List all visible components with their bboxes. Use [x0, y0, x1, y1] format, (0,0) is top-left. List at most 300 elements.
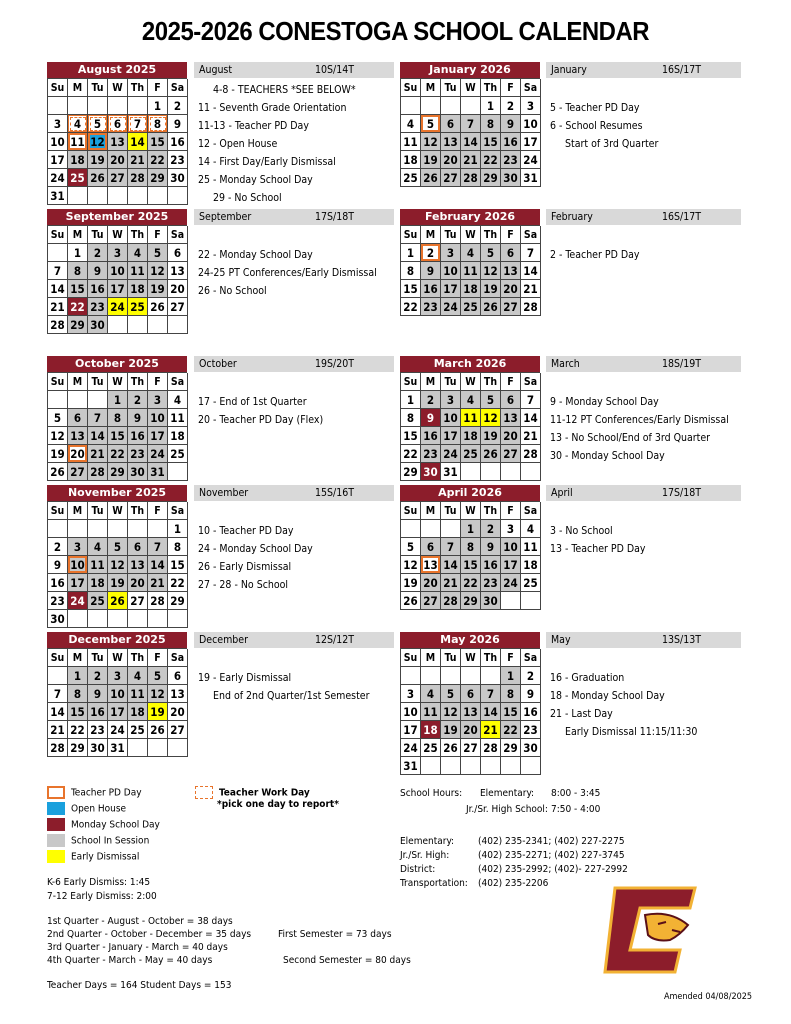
day-cell: 29: [501, 739, 521, 757]
day-cell: 10: [68, 556, 88, 574]
day-cell: 28: [441, 592, 461, 610]
dow-label: F: [501, 502, 521, 520]
day-cell: 16: [521, 703, 541, 721]
day-cell: 18: [461, 280, 481, 298]
dow-label: Th: [128, 79, 148, 97]
day-cell: 6: [461, 685, 481, 703]
day-cell: 21: [48, 721, 68, 739]
dow-label: Sa: [168, 373, 188, 391]
day-cell: [148, 187, 168, 205]
dow-label: Sa: [168, 79, 188, 97]
day-cell: 19: [481, 427, 501, 445]
day-cell: 28: [48, 739, 68, 757]
month-header: April 2026: [400, 485, 540, 501]
dow-label: F: [148, 502, 168, 520]
month-grid: [47, 372, 187, 481]
day-cell: 13: [501, 262, 521, 280]
day-cell: [481, 757, 501, 775]
day-cell: 20: [128, 574, 148, 592]
day-cell: 17: [108, 703, 128, 721]
day-cell: 11: [421, 703, 441, 721]
events-month-label: March: [551, 358, 580, 370]
day-cell: 24: [148, 445, 168, 463]
day-cell: 3: [441, 391, 461, 409]
day-cell: [521, 757, 541, 775]
day-cell: [168, 316, 188, 334]
day-cell: 14: [148, 556, 168, 574]
day-cell: 2: [481, 520, 501, 538]
hours-elem-label: Elementary:: [480, 788, 535, 799]
day-cell: 5: [88, 115, 108, 133]
day-cell: [108, 187, 128, 205]
day-cell: 2: [88, 244, 108, 262]
event-item: 24-25 PT Conferences/Early Dismissal: [198, 267, 377, 279]
day-cell: 26: [481, 298, 501, 316]
day-cell: 24: [501, 574, 521, 592]
day-cell: [48, 667, 68, 685]
day-cell: 16: [421, 427, 441, 445]
day-cell: 8: [68, 262, 88, 280]
events-month-label: August: [199, 64, 233, 76]
day-cell: 9: [501, 115, 521, 133]
month-header: September 2025: [47, 209, 187, 225]
events-header: [194, 485, 394, 501]
day-cell: 9: [521, 685, 541, 703]
day-cell: 11: [68, 133, 88, 151]
day-cell: 7: [521, 391, 541, 409]
day-cell: 26: [401, 592, 421, 610]
early-swatch: [47, 850, 65, 863]
day-cell: 5: [108, 538, 128, 556]
day-cell: 25: [401, 169, 421, 187]
day-cell: 4: [521, 520, 541, 538]
day-cell: 4: [128, 244, 148, 262]
day-cell: 13: [68, 427, 88, 445]
day-cell: 22: [68, 298, 88, 316]
day-cell: 30: [421, 463, 441, 481]
day-cell: 21: [88, 445, 108, 463]
day-cell: 28: [521, 298, 541, 316]
event-item: 3 - No School: [550, 525, 613, 537]
event-item: 10 - Teacher PD Day: [198, 525, 294, 537]
dow-label: M: [421, 649, 441, 667]
legend-work-note: *pick one day to report*: [217, 799, 339, 810]
events-day-count: 17S/18T: [662, 487, 701, 499]
day-cell: [88, 520, 108, 538]
events-header: [194, 632, 394, 648]
legend-in-session: School In Session: [71, 835, 150, 847]
dow-label: Tu: [441, 79, 461, 97]
event-item: 17 - End of 1st Quarter: [198, 396, 307, 408]
legend: [47, 786, 160, 866]
day-cell: 4: [461, 391, 481, 409]
day-cell: 25: [461, 445, 481, 463]
day-cell: [148, 739, 168, 757]
event-item: Start of 3rd Quarter: [550, 138, 659, 150]
day-cell: 26: [148, 721, 168, 739]
dow-label: Th: [481, 226, 501, 244]
day-cell: 16: [128, 427, 148, 445]
day-cell: 7: [441, 538, 461, 556]
day-cell: 11: [128, 685, 148, 703]
day-cell: 9: [421, 262, 441, 280]
day-cell: 6: [441, 115, 461, 133]
day-cell: 10: [48, 133, 68, 151]
day-cell: 20: [108, 151, 128, 169]
day-cell: 4: [421, 685, 441, 703]
day-cell: 23: [88, 721, 108, 739]
day-cell: 27: [168, 298, 188, 316]
day-cell: 14: [461, 133, 481, 151]
day-cell: 8: [68, 685, 88, 703]
day-cell: 23: [168, 151, 188, 169]
month-header: March 2026: [400, 356, 540, 372]
day-cell: 27: [168, 721, 188, 739]
events-header: [194, 62, 394, 78]
event-item: 21 - Last Day: [550, 708, 613, 720]
event-item: [550, 81, 741, 99]
day-cell: 12: [481, 262, 501, 280]
day-cell: 9: [168, 115, 188, 133]
day-cell: [168, 463, 188, 481]
event-item: Early Dismissal 11:15/11:30: [550, 726, 698, 738]
day-cell: [128, 97, 148, 115]
day-cell: 25: [521, 574, 541, 592]
day-cell: 15: [68, 280, 88, 298]
day-cell: [168, 739, 188, 757]
q1: 1st Quarter - August - October = 38 days: [47, 916, 233, 927]
dow-label: Tu: [441, 649, 461, 667]
dow-label: Su: [48, 226, 68, 244]
day-cell: 15: [481, 133, 501, 151]
day-cell: 4: [88, 538, 108, 556]
day-cell: 22: [401, 298, 421, 316]
dow-label: M: [421, 226, 441, 244]
day-cell: 31: [401, 757, 421, 775]
day-cell: 19: [148, 280, 168, 298]
day-cell: 10: [401, 703, 421, 721]
day-cell: [421, 757, 441, 775]
day-cell: 28: [148, 592, 168, 610]
day-cell: 6: [501, 391, 521, 409]
event-item: 20 - Teacher PD Day (Flex): [198, 414, 324, 426]
events-day-count: 19S/20T: [315, 358, 354, 370]
hours-hs-label: Jr./Sr. High School:: [466, 804, 548, 815]
month-grid: [47, 648, 187, 757]
day-cell: 5: [148, 244, 168, 262]
calendar-aug: [47, 62, 187, 205]
day-cell: 7: [481, 685, 501, 703]
day-cell: 28: [481, 739, 501, 757]
dow-label: F: [501, 373, 521, 391]
day-cell: 11: [521, 538, 541, 556]
day-cell: 25: [128, 298, 148, 316]
event-item: 5 - Teacher PD Day: [550, 102, 640, 114]
day-cell: 21: [521, 280, 541, 298]
day-cell: 2: [421, 244, 441, 262]
dow-label: W: [461, 226, 481, 244]
day-cell: 24: [108, 721, 128, 739]
event-item: 13 - Teacher PD Day: [550, 543, 646, 555]
dow-label: Th: [481, 373, 501, 391]
day-cell: [441, 667, 461, 685]
day-cell: [441, 757, 461, 775]
event-item: 22 - Monday School Day: [198, 249, 313, 261]
day-cell: 18: [421, 721, 441, 739]
amended: Amended 04/08/2025: [664, 992, 753, 1002]
contact-label: Jr./Sr. High:: [400, 850, 450, 861]
dow-label: Su: [48, 502, 68, 520]
day-cell: 12: [48, 427, 68, 445]
events-nov: [194, 485, 394, 594]
day-cell: [441, 520, 461, 538]
monday-swatch: [47, 818, 65, 831]
dow-label: Tu: [441, 502, 461, 520]
month-grid: [400, 225, 540, 316]
hours-label: School Hours:: [400, 788, 463, 799]
event-item: 6 - School Resumes: [550, 120, 643, 132]
day-cell: 25: [88, 592, 108, 610]
day-cell: 1: [68, 667, 88, 685]
dow-label: F: [501, 226, 521, 244]
events-month-label: September: [199, 211, 252, 223]
day-cell: [401, 667, 421, 685]
day-cell: 23: [481, 574, 501, 592]
day-cell: 20: [68, 445, 88, 463]
work-day-swatch: [195, 786, 213, 799]
events-mar: [546, 356, 741, 465]
s712-dismiss: 7-12 Early Dismiss: 2:00: [47, 891, 157, 902]
events-apr: [546, 485, 741, 558]
day-cell: 22: [108, 445, 128, 463]
events-header: [546, 62, 741, 78]
day-cell: 20: [441, 151, 461, 169]
dow-label: Sa: [168, 649, 188, 667]
day-cell: [481, 667, 501, 685]
month-header: August 2025: [47, 62, 187, 78]
event-item: 24 - Monday School Day: [198, 543, 313, 555]
day-cell: 22: [461, 574, 481, 592]
day-cell: 9: [421, 409, 441, 427]
day-cell: 6: [108, 115, 128, 133]
day-cell: 25: [128, 721, 148, 739]
dow-label: M: [421, 373, 441, 391]
day-cell: 10: [108, 685, 128, 703]
dow-label: Th: [128, 502, 148, 520]
day-cell: 7: [461, 115, 481, 133]
events-day-count: 15S/16T: [315, 487, 354, 499]
day-cell: [48, 244, 68, 262]
day-cell: [48, 97, 68, 115]
event-item: End of 2nd Quarter/1st Semester: [198, 690, 370, 702]
calendar-nov: [47, 485, 187, 628]
day-cell: [68, 97, 88, 115]
day-cell: 21: [521, 427, 541, 445]
in-session-swatch: [47, 834, 65, 847]
q2: 2nd Quarter - October - December = 35 days: [47, 929, 252, 940]
legend-monday: Monday School Day: [71, 819, 160, 831]
day-cell: 24: [441, 298, 461, 316]
events-aug: [194, 62, 394, 207]
day-cell: 27: [128, 592, 148, 610]
day-cell: 12: [481, 409, 501, 427]
day-cell: [461, 97, 481, 115]
day-cell: 26: [481, 445, 501, 463]
dow-label: Su: [48, 373, 68, 391]
day-cell: 7: [148, 538, 168, 556]
event-item: [550, 651, 741, 669]
day-cell: 3: [441, 244, 461, 262]
day-cell: 3: [401, 685, 421, 703]
calendar-dec: [47, 632, 187, 757]
event-item: 4-8 - TEACHERS *SEE BELOW*: [198, 84, 356, 96]
day-cell: 9: [88, 685, 108, 703]
dow-label: Tu: [88, 79, 108, 97]
dow-label: Su: [48, 649, 68, 667]
day-cell: 18: [461, 427, 481, 445]
day-cell: 1: [108, 391, 128, 409]
day-cell: 22: [401, 445, 421, 463]
dow-label: Su: [48, 79, 68, 97]
legend-work-day: Teacher Work Day: [219, 787, 310, 799]
day-cell: 20: [168, 703, 188, 721]
day-cell: 5: [481, 244, 501, 262]
dow-label: F: [148, 226, 168, 244]
day-cell: 30: [501, 169, 521, 187]
day-cell: 17: [48, 151, 68, 169]
day-cell: 28: [128, 169, 148, 187]
day-cell: 18: [88, 574, 108, 592]
day-cell: 24: [401, 739, 421, 757]
month-grid: [400, 648, 540, 775]
q4: 4th Quarter - March - May = 40 days: [47, 955, 213, 966]
day-cell: 30: [521, 739, 541, 757]
day-cell: 1: [401, 391, 421, 409]
day-cell: [441, 97, 461, 115]
day-cell: 12: [401, 556, 421, 574]
day-cell: [48, 520, 68, 538]
dow-label: Su: [401, 79, 421, 97]
calendar-jan: [400, 62, 540, 187]
dow-label: F: [148, 79, 168, 97]
dow-label: Tu: [88, 373, 108, 391]
day-cell: 22: [481, 151, 501, 169]
day-cell: 30: [88, 316, 108, 334]
day-cell: 26: [48, 463, 68, 481]
day-cell: 12: [148, 685, 168, 703]
day-cell: 9: [481, 538, 501, 556]
day-cell: 10: [441, 262, 461, 280]
day-cell: 23: [421, 445, 441, 463]
day-cell: 29: [68, 739, 88, 757]
dow-label: Tu: [441, 373, 461, 391]
day-cell: 7: [521, 244, 541, 262]
day-cell: 28: [521, 445, 541, 463]
month-grid: [47, 78, 187, 205]
dow-label: F: [148, 649, 168, 667]
day-cell: 4: [168, 391, 188, 409]
dow-label: Sa: [168, 502, 188, 520]
day-cell: [168, 610, 188, 628]
calendar-feb: [400, 209, 540, 316]
events-day-count: 10S/14T: [315, 64, 354, 76]
day-cell: 6: [501, 244, 521, 262]
event-item: 30 - Monday School Day: [550, 450, 665, 462]
day-cell: 16: [168, 133, 188, 151]
day-cell: 2: [48, 538, 68, 556]
event-item: 9 - Monday School Day: [550, 396, 659, 408]
day-cell: 24: [48, 169, 68, 187]
events-dec: [194, 632, 394, 705]
day-cell: [128, 187, 148, 205]
day-cell: 25: [461, 298, 481, 316]
day-cell: 26: [148, 298, 168, 316]
day-cell: 8: [501, 685, 521, 703]
day-cell: 27: [501, 298, 521, 316]
event-item: [550, 228, 741, 246]
day-cell: 13: [128, 556, 148, 574]
day-cell: 14: [521, 262, 541, 280]
day-cell: 7: [128, 115, 148, 133]
day-cell: 3: [108, 667, 128, 685]
dow-label: W: [461, 502, 481, 520]
day-cell: 11: [401, 133, 421, 151]
event-item: [198, 375, 394, 393]
dow-label: M: [68, 649, 88, 667]
day-cell: 16: [421, 280, 441, 298]
dow-label: M: [68, 502, 88, 520]
day-cell: 27: [421, 592, 441, 610]
dow-label: Sa: [521, 226, 541, 244]
day-cell: 18: [68, 151, 88, 169]
day-cell: 11: [128, 262, 148, 280]
day-cell: 19: [441, 721, 461, 739]
legend-work: [195, 786, 339, 810]
day-cell: 21: [441, 574, 461, 592]
day-cell: 18: [168, 427, 188, 445]
day-cell: [148, 316, 168, 334]
month-grid: [47, 501, 187, 628]
day-cell: 13: [441, 133, 461, 151]
day-cell: 2: [501, 97, 521, 115]
day-cell: 5: [441, 685, 461, 703]
day-cell: 11: [461, 409, 481, 427]
day-cell: 19: [108, 574, 128, 592]
day-cell: 2: [88, 667, 108, 685]
dow-label: Th: [128, 373, 148, 391]
day-cell: 30: [48, 610, 68, 628]
calendar-mar: [400, 356, 540, 481]
dow-label: Sa: [168, 226, 188, 244]
day-cell: 27: [461, 739, 481, 757]
dow-label: Su: [401, 649, 421, 667]
day-cell: [128, 316, 148, 334]
events-month-label: November: [199, 487, 249, 499]
events-day-count: 16S/17T: [662, 64, 701, 76]
day-cell: 6: [168, 667, 188, 685]
day-cell: 23: [88, 298, 108, 316]
day-cell: 28: [48, 316, 68, 334]
event-item: [550, 504, 741, 522]
event-item: [198, 651, 394, 669]
day-cell: 28: [461, 169, 481, 187]
day-cell: [88, 391, 108, 409]
events-header: [194, 356, 394, 372]
contact-value: (402) 235-2271; (402) 227-3745: [478, 850, 625, 861]
contact-label: District:: [400, 864, 436, 875]
dow-label: Th: [481, 502, 501, 520]
day-cell: 27: [501, 445, 521, 463]
